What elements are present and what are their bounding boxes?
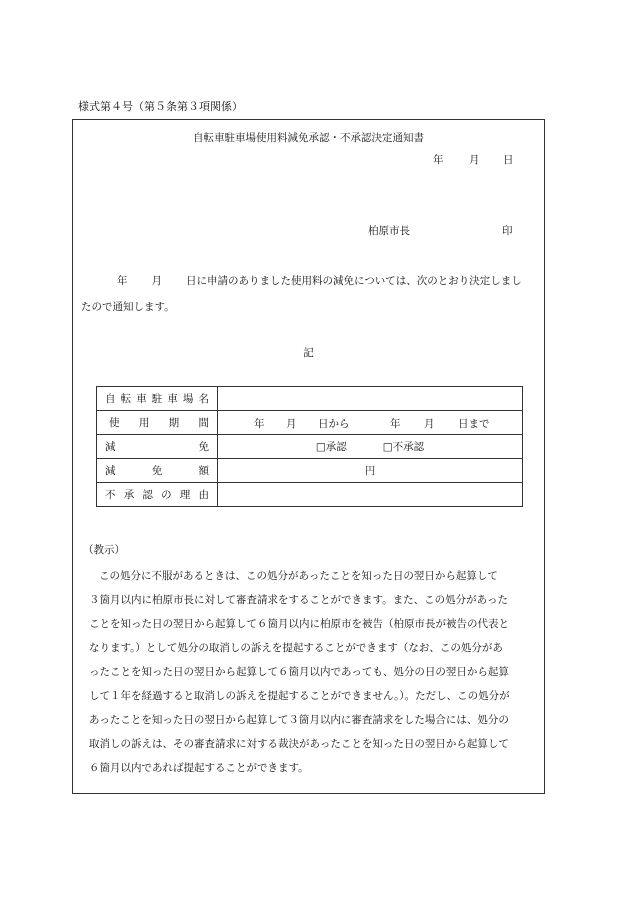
- label-cell: [97, 435, 218, 459]
- table-row: [97, 483, 523, 507]
- label-char: 承: [123, 489, 135, 501]
- to-year: 年: [390, 418, 401, 430]
- issuer-name: 柏原市長: [368, 225, 410, 237]
- label-cell: [97, 411, 218, 435]
- label-char: 減: [105, 441, 116, 453]
- form-number-label: 様式第４号（第５条第３項関係）: [78, 100, 243, 113]
- table-row: [97, 411, 523, 435]
- label-char: 用: [138, 417, 150, 429]
- label-char: 車: [136, 393, 147, 405]
- label-char: 免: [151, 465, 163, 477]
- body-year: 年: [117, 275, 128, 287]
- date-month: 月: [469, 154, 480, 166]
- parking-name-value: [218, 387, 523, 411]
- instruction-line: なります。）として処分の取消しの訴えを提起することができます（なお、この処分があ: [89, 642, 503, 654]
- label-char: 由: [198, 489, 209, 501]
- table-row: [97, 435, 523, 459]
- label-reduction-amount: [105, 463, 209, 478]
- to-day: 日まで: [458, 418, 490, 430]
- label-char: 車: [167, 393, 178, 405]
- label-char: 額: [198, 465, 209, 477]
- label-char: 認: [142, 489, 153, 501]
- instruction-line: この処分に不服があるときは、この処分があったことを知った日の翌日から起算して: [99, 570, 498, 582]
- body-line-2: たので通知します。: [81, 301, 175, 313]
- label-char: 使: [109, 417, 120, 429]
- yen-unit: 円: [364, 465, 376, 477]
- usage-period-value: [218, 411, 523, 435]
- instruction-line: ６箇月以内であれば提起することができます。: [89, 762, 309, 774]
- label-cell: [97, 483, 218, 507]
- instruction-line: して１年を経過すると取消しの訴えを提起することができません。）。ただし、この処分が: [89, 690, 510, 702]
- body-line-1: [81, 268, 541, 294]
- instruction-line: ３箇月以内に柏原市長に対して審査請求をすることができます。また、この処分があった: [89, 594, 509, 606]
- instruction-text: [81, 564, 543, 780]
- label-char: 減: [105, 465, 116, 477]
- notice-frame: [72, 119, 545, 794]
- label-usage-period: [105, 415, 209, 430]
- instruction-line: あったことを知った日の翌日から起算して３箇月以内に審査請求をした場合には、処分の: [89, 714, 509, 726]
- seal-mark: 印: [502, 225, 513, 237]
- to-month: 月: [424, 418, 435, 430]
- label-char: 免: [198, 441, 209, 453]
- label-disapproval-reason: [105, 487, 209, 502]
- label-cell: [97, 459, 218, 483]
- table-row: [97, 387, 523, 411]
- label-char: 間: [198, 417, 209, 429]
- detail-table: [96, 386, 523, 507]
- table-row: [97, 459, 523, 483]
- date-day: 日: [503, 154, 514, 166]
- label-char: 場: [182, 393, 194, 405]
- disapprove-checkbox[interactable]: □不承認: [382, 441, 425, 453]
- label-char: 期: [168, 417, 180, 429]
- body-month: 月: [151, 275, 162, 287]
- reduction-amount-value: [218, 459, 523, 483]
- label-char: の: [161, 489, 172, 501]
- label-char: 名: [198, 393, 209, 405]
- label-char: 不: [105, 489, 116, 501]
- label-char: 駐: [151, 393, 163, 405]
- instruction-line: ったことを知った日の翌日から起算して６箇月以内であっても、処分の日の翌日から起算: [89, 666, 509, 678]
- instruction-line: ことを知った日の翌日から起算して６箇月以内に柏原市を被告（柏原市長が被告の代表と: [89, 618, 509, 630]
- from-day: 日から: [318, 418, 350, 430]
- instruction-line: 取消しの訴えは、その審査請求に対する裁決があったことを知った日の翌日から起算して: [89, 738, 509, 750]
- from-year: 年: [254, 418, 265, 430]
- date-year: 年: [433, 154, 444, 166]
- label-parking-name: [105, 391, 209, 406]
- label-cell: [97, 387, 218, 411]
- notice-body: [81, 268, 541, 320]
- reduction-value: [218, 435, 523, 459]
- instruction-heading: （教示）: [83, 544, 125, 556]
- label-char: 自: [105, 393, 116, 405]
- body-line-1-text: 日に申請のありました使用料の減免については、次のとおり決定しまし: [186, 275, 522, 287]
- approve-checkbox[interactable]: □承認: [315, 441, 347, 453]
- from-month: 月: [286, 418, 297, 430]
- ki-heading: 記: [303, 347, 314, 359]
- label-char: 転: [120, 393, 132, 405]
- label-reduction: [105, 439, 209, 454]
- disapproval-reason-value: [218, 483, 523, 507]
- document-title: 自転車駐車場使用料減免承認・不承認決定通知書: [193, 132, 424, 144]
- label-char: 理: [179, 489, 191, 501]
